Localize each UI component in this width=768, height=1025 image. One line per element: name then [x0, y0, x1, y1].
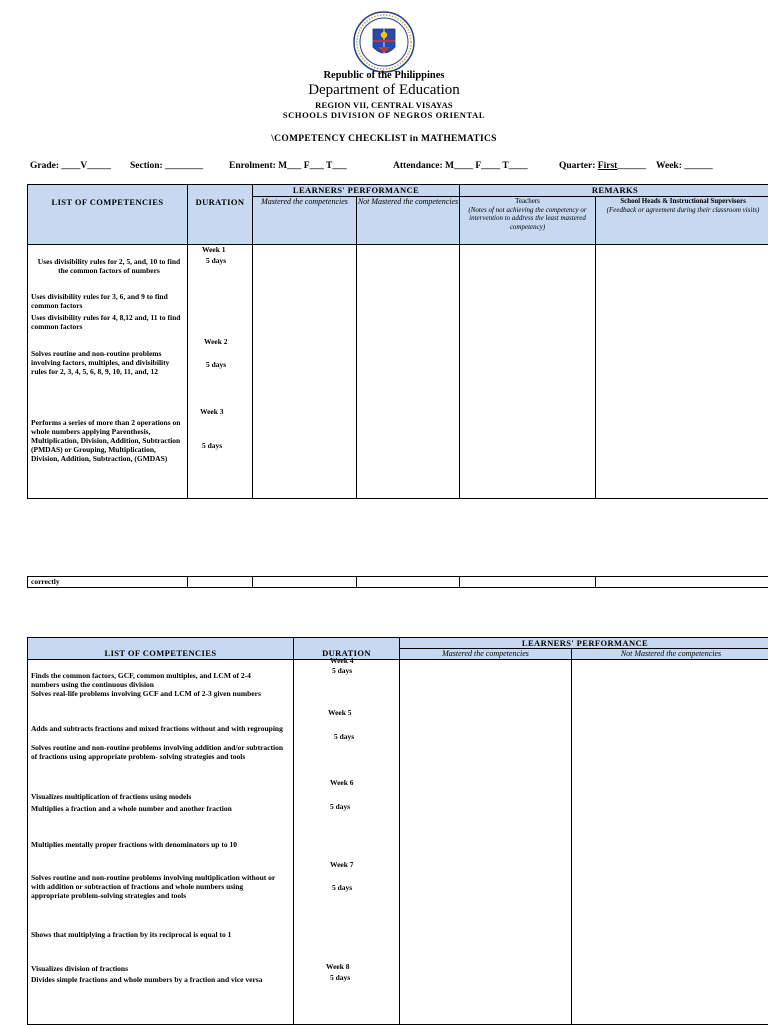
- header-competencies: LIST OF COMPETENCIES: [28, 638, 294, 660]
- quarter-blank: ______: [617, 161, 646, 171]
- duration-days: 5 days: [206, 256, 226, 265]
- competency-item: Shows that multiplying a fraction by its reciprocal is equal to 1: [31, 930, 289, 939]
- section-label: Section:: [130, 161, 163, 171]
- competency-item: Performs a series of more than 2 operations on whole numbers applying Parenthesis, Multiplication, Division, Addition, Subtraction (PMDAS) or Grouping, Multiplication, Division, Addition, Subtraction, (GMDAS): [31, 418, 181, 463]
- quarter-label: Quarter:: [559, 161, 595, 171]
- competency-item: Visualizes multiplication of fractions using models: [31, 792, 283, 801]
- grade-value: ____V_____: [61, 161, 111, 171]
- enrolment-end: _: [342, 161, 347, 171]
- duration-cell: [188, 245, 253, 499]
- competency-item: Solves routine and non-routine problems involving multiplication without or with addition or subtraction of fractions and whole numbers using appropriate problem-solving strategies and tools: [31, 873, 281, 900]
- attendance-field: Attendance: M____ F____ T____: [393, 161, 528, 171]
- header-learners-performance: LEARNERS' PERFORMANCE: [400, 638, 768, 649]
- grade-label: Grade:: [30, 161, 59, 171]
- quarter-field: [559, 161, 646, 171]
- teachers-remarks-cell: [460, 245, 596, 499]
- duration-days: 5 days: [332, 666, 352, 675]
- duration-week: Week 8: [326, 962, 350, 971]
- duration-week: Week 3: [200, 407, 224, 416]
- duration-days: 5 days: [330, 973, 350, 982]
- competency-table-2: [27, 637, 768, 1025]
- school-heads-remarks-cell: [596, 245, 768, 499]
- school-heads-remarks-cell: [596, 577, 768, 588]
- header-competencies: LIST OF COMPETENCIES: [28, 185, 188, 245]
- header-remarks: REMARKS: [460, 185, 768, 197]
- duration-days: 5 days: [330, 802, 350, 811]
- duration-days: 5 days: [332, 883, 352, 892]
- duration-cell: [294, 660, 400, 1025]
- school-heads-note: (Feedback or agreement during their classroom visits): [607, 206, 760, 214]
- enrolment-field: [229, 161, 347, 171]
- week-field: Week: ______: [656, 161, 713, 171]
- duration-week: Week 4: [330, 656, 354, 665]
- not-mastered-cell: [357, 577, 460, 588]
- duration-week: Week 2: [204, 337, 228, 346]
- header-not-mastered: Not Mastered the competencies: [572, 649, 768, 660]
- competency-table-1: [27, 184, 768, 499]
- not-mastered-cell: [357, 245, 460, 499]
- mastered-cell: [400, 660, 572, 1025]
- quarter-value: First: [598, 161, 618, 171]
- duration-days: 5 days: [334, 732, 354, 741]
- competency-item: Solves routine and non-routine problems involving factors, multiples, and divisibility rules for 2, 3, 4, 5, 6, 8, 9, 10, 11, and, 12: [31, 349, 173, 376]
- competency-item: Uses divisibility rules for 4, 8,12 and, 11 to find common factors: [31, 313, 181, 331]
- competency-item: Multiplies a fraction and a whole number and another fraction: [31, 804, 271, 813]
- duration-week: Week 1: [202, 245, 226, 254]
- duration-days: 5 days: [202, 441, 222, 450]
- republic-label: Republic of the Philippines: [0, 70, 768, 81]
- header-learners-performance: LEARNERS' PERFORMANCE: [253, 185, 460, 197]
- department-title: Department of Education: [0, 82, 768, 99]
- header-not-mastered: Not Mastered the competencies: [357, 197, 460, 245]
- competency-item: Adds and subtracts fractions and mixed fractions without and with regrouping: [31, 724, 283, 733]
- checklist-title: \COMPETENCY CHECKLIST in MATHEMATICS: [0, 134, 768, 144]
- not-mastered-cell: [572, 660, 768, 1025]
- teachers-label: Teachers: [460, 197, 595, 206]
- header-duration: DURATION: [294, 638, 400, 660]
- duration-week: Week 7: [330, 860, 354, 869]
- competency-item: Uses divisibility rules for 2, 5, and, 10 to find the common factors of numbers: [34, 257, 184, 275]
- header-school-heads: [596, 197, 768, 245]
- competency-item: Finds the common factors, GCF, common multiples, and LCM of 2-4 numbers using the continuous division: [31, 671, 281, 689]
- grade-field: [30, 161, 111, 171]
- competency-list-cell: [28, 660, 294, 1025]
- duration-days: 5 days: [206, 360, 226, 369]
- header-mastered: Mastered the competencies: [253, 197, 357, 245]
- competency-item: Multiplies mentally proper fractions with denominators up to 10: [31, 840, 289, 849]
- form-meta-line: [30, 161, 750, 175]
- teachers-note: (Notes of not achieving the competency or intervention to address the least mastered competency): [468, 206, 586, 231]
- division-label: SCHOOLS DIVISION OF NEGROS ORIENTAL: [0, 110, 768, 120]
- header-mastered: Mastered the competencies: [400, 649, 572, 660]
- school-heads-label: School Heads & Instructional Supervisors: [596, 197, 768, 206]
- competency-table-1-continued: [27, 576, 768, 588]
- competency-item: Solves real-life problems involving GCF and LCM of 2-3 given numbers: [31, 689, 281, 698]
- header-duration: DURATION: [188, 185, 253, 245]
- competency-item: Uses divisibility rules for 3, 6, and 9 to find common factors: [31, 292, 183, 310]
- competency-item: Solves routine and non-routine problems involving addition and/or subtraction of fractions using appropriate problem- solving strategies and tools: [31, 743, 285, 761]
- competency-item: Divides simple fractions and whole numbers by a fraction and vice versa: [31, 975, 285, 984]
- section-field: [130, 161, 203, 171]
- mastered-cell: [253, 577, 357, 588]
- duration-week: Week 5: [328, 708, 352, 717]
- competency-continued-text: correctly: [28, 577, 188, 588]
- mastered-cell: [253, 245, 357, 499]
- duration-cell: [188, 577, 253, 588]
- teachers-remarks-cell: [460, 577, 596, 588]
- competency-item: Visualizes division of fractions: [31, 964, 281, 973]
- header-teachers: [460, 197, 596, 245]
- competency-list-cell: [28, 245, 188, 499]
- deped-seal-logo: [353, 11, 415, 73]
- enrolment-label: Enrolment: M___ F___ T__: [229, 161, 342, 171]
- duration-week: Week 6: [330, 778, 354, 787]
- section-value: ________: [165, 161, 203, 171]
- region-label: REGION VII, CENTRAL VISAYAS: [0, 100, 768, 110]
